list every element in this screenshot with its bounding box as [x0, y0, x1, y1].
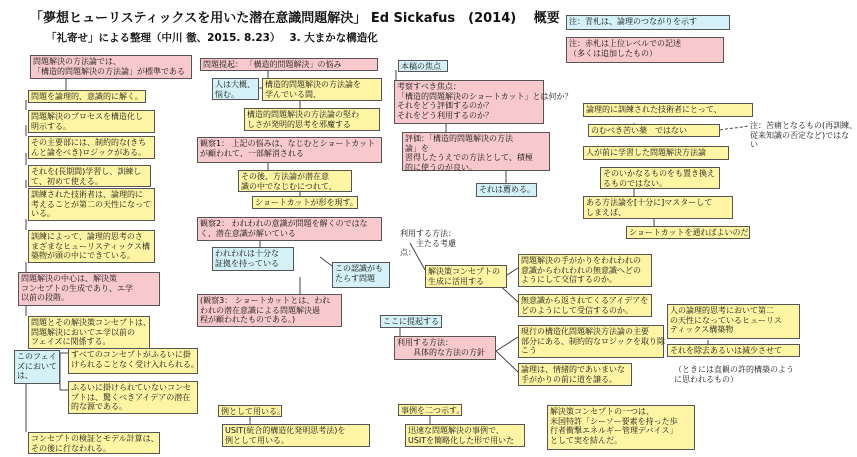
note-two-cases: 事例を二つ示す。	[398, 404, 462, 416]
note-standard-method: 問題解決の方法論では、 「構造的問題解決の方法論」が標準である	[30, 55, 192, 79]
note-concept-generation: 問題解決の中心は、解決策 コンセプトの生成であり、エ学 以前の段階。	[18, 272, 160, 306]
note-use-for-concepts: 解決策コンセプトの 生成に活用する	[425, 265, 507, 288]
note-propose-here: ここに提起する	[380, 315, 442, 328]
note-us-patent: 解決策コンセプトの一つは、 米国特許「シーソー要素を持った歩 行者衝撃エネルギー管理デバイス」 として実を結んだ。	[547, 405, 695, 450]
note-observation-2: 観察2： われわれの意識が問題を解くのではな く、潜在意識が解いている	[197, 217, 382, 241]
note-problem-statement: 問題提起： 「構造的問題解決」の悩み	[200, 58, 378, 71]
note-communicate-to-unconscious: 問題解決の手がかりをわれわれの 意識からわれわれの無意識へどの ようにして交信するのか。	[518, 254, 652, 287]
note-trained-engineers: 論理的に訓練された技術者にとって、	[583, 103, 753, 117]
note-observation-3: (観察3： ショートカットとは、われ われの潜在意識による問題解決過 程が顧われたものである。)	[197, 294, 342, 327]
note-use-as-example: 例として用いる。	[218, 405, 282, 417]
note-all-concepts-accepted: すべてのコンセプトがふるいに掛 けられることなく受け入れられる。	[68, 348, 198, 374]
legend-blue-note: 注：青札は、論理のつながりを示す	[566, 15, 730, 30]
note-methodology-internalized: その後、方法論が潜在意 識の中でなじむにつれて、	[238, 170, 352, 192]
note-intuition-aside: （ときには直観の許的構築のよう に思われるもの）	[674, 365, 794, 384]
note-focus-questions: 考察すべき焦点： 「構造的問題解決のショートカット」とは何か？ それをどう評価するのか？ それをどう利用するのか？	[394, 80, 544, 124]
page-title: 「夢想ヒューリスティックスを用いた潜在意識問題解決」 Ed Sickafus (2014) 概要	[30, 11, 560, 26]
note-long-training: それを(長期間)学習し、訓練し て、初めて使える。	[28, 165, 151, 187]
note-evaluation: 評価：「構造的問題解決の方法 論」を 習得したうえでの方法として、積極 的に使うのが良い。	[402, 132, 550, 171]
note-resulting-problem: この認識がも たらす問題	[332, 262, 390, 288]
note-while-learning: 構造的問題解決の方法論を 学んでいる間、	[262, 78, 382, 101]
note-not-replace: そのいかなるものをも置き換え るものではない。	[600, 167, 720, 189]
note-people-struggle: 人は大概、 悩む。	[212, 78, 259, 100]
note-remove-or-reduce: それを除去あるいは減少させて	[667, 344, 800, 357]
note-constrained-logic: その主要部には、制約的な(きち んと論をべき)ロジックがある。	[28, 136, 155, 159]
note-not-painful: 注：苦痛となるもの(再訓練、 従来知識の否定など)ではな い	[750, 121, 857, 150]
note-previously-learned: 人が前に学習した問題解決方法論	[583, 146, 729, 160]
note-logical-solve: 問題を論理的、意識的に解く。	[28, 90, 146, 103]
note-receive-ideas: 無意識から返されてくるアイデアを どのようにして受信するのか。	[518, 294, 652, 317]
note-heuristic-second-nature: 人の論理的思考において第二 の天性になっているヒューリス ティックス構築物	[667, 304, 800, 339]
note-logic-yields: 論理は、情緒的であいまいな 手がかりの前に道を譲る。	[518, 363, 632, 386]
note-this-phase: このフェイ ズにおいて は、	[14, 350, 60, 384]
note-sufficient-evidence: われわれは十分な 証拠を持っている	[212, 247, 294, 271]
note-heuristic-constructs: 訓練によって、論理的思考のさ まざまなヒューリスティックス構 築物が頭の中にできている。	[28, 230, 155, 263]
note-rigidity-blocks: 構造的問題解決の方法論の堅わ しさが発明的思考を邪魔する	[244, 108, 380, 131]
note-bitter-pill: のむべき苦い薬 ではない	[588, 124, 720, 137]
note-concrete-policy: 利用する方法： 具体的な方法の方針	[394, 336, 496, 360]
note-unscreened-concepts: ふるいに掛けられていないコンセ プトは、驚くべきアイデアの潜在 的な源である。	[68, 381, 198, 414]
note-pre-engineering-phase: 問題とその解決策コンセプトは、 問題解決においてエ学以前の フェイズに関係する。	[28, 316, 150, 349]
legend-red-note: 注：赤札は上位レベルでの記述 （多くは追加したもの）	[566, 37, 724, 63]
note-structured-process: 問題解決のプロセスを構造化し 明示する。	[28, 110, 155, 133]
page-subtitle: 「礼寄せ」による整理（中川 徹、2015. 8.23） 3. 大まかな構造化	[46, 32, 378, 44]
note-recommended: それは薦める。	[476, 183, 537, 197]
note-verification-later: コンセプトの検証とモデル計算は、 その後に行なわれる。	[28, 432, 160, 454]
note-once-mastered: ある方法論を[十分に]マスターして しまえば、	[583, 196, 733, 219]
note-observation-1: 観察1： 上記の悩みは、なじむとショートカット が顧われて、一部解消される	[197, 137, 382, 163]
note-take-shortcut: ショートカットを通ればよいのだ	[626, 226, 750, 239]
note-rapid-case: 迅速な問題解決の事例で、 USITを簡略化した形で用いた	[405, 424, 525, 447]
note-shortcuts-emerge: ショートカットが形を現す。	[252, 196, 358, 209]
note-focus: 本稿の焦点	[398, 60, 448, 72]
note-remove-constraints: 現行の構造化問題解決方法論の主要 部分にある、制約的なロジックを取り除 こう	[518, 325, 664, 358]
note-second-nature: 訓練された技術者は、論理的に 考えることが第二の天性になって いる。	[28, 188, 155, 221]
note-usit-example: USIT(統合的構造化発明思考法)を 例として用いる。	[222, 424, 370, 447]
note-usage-considerations: 利用する方法： 主たる考慮 点：	[400, 229, 456, 258]
